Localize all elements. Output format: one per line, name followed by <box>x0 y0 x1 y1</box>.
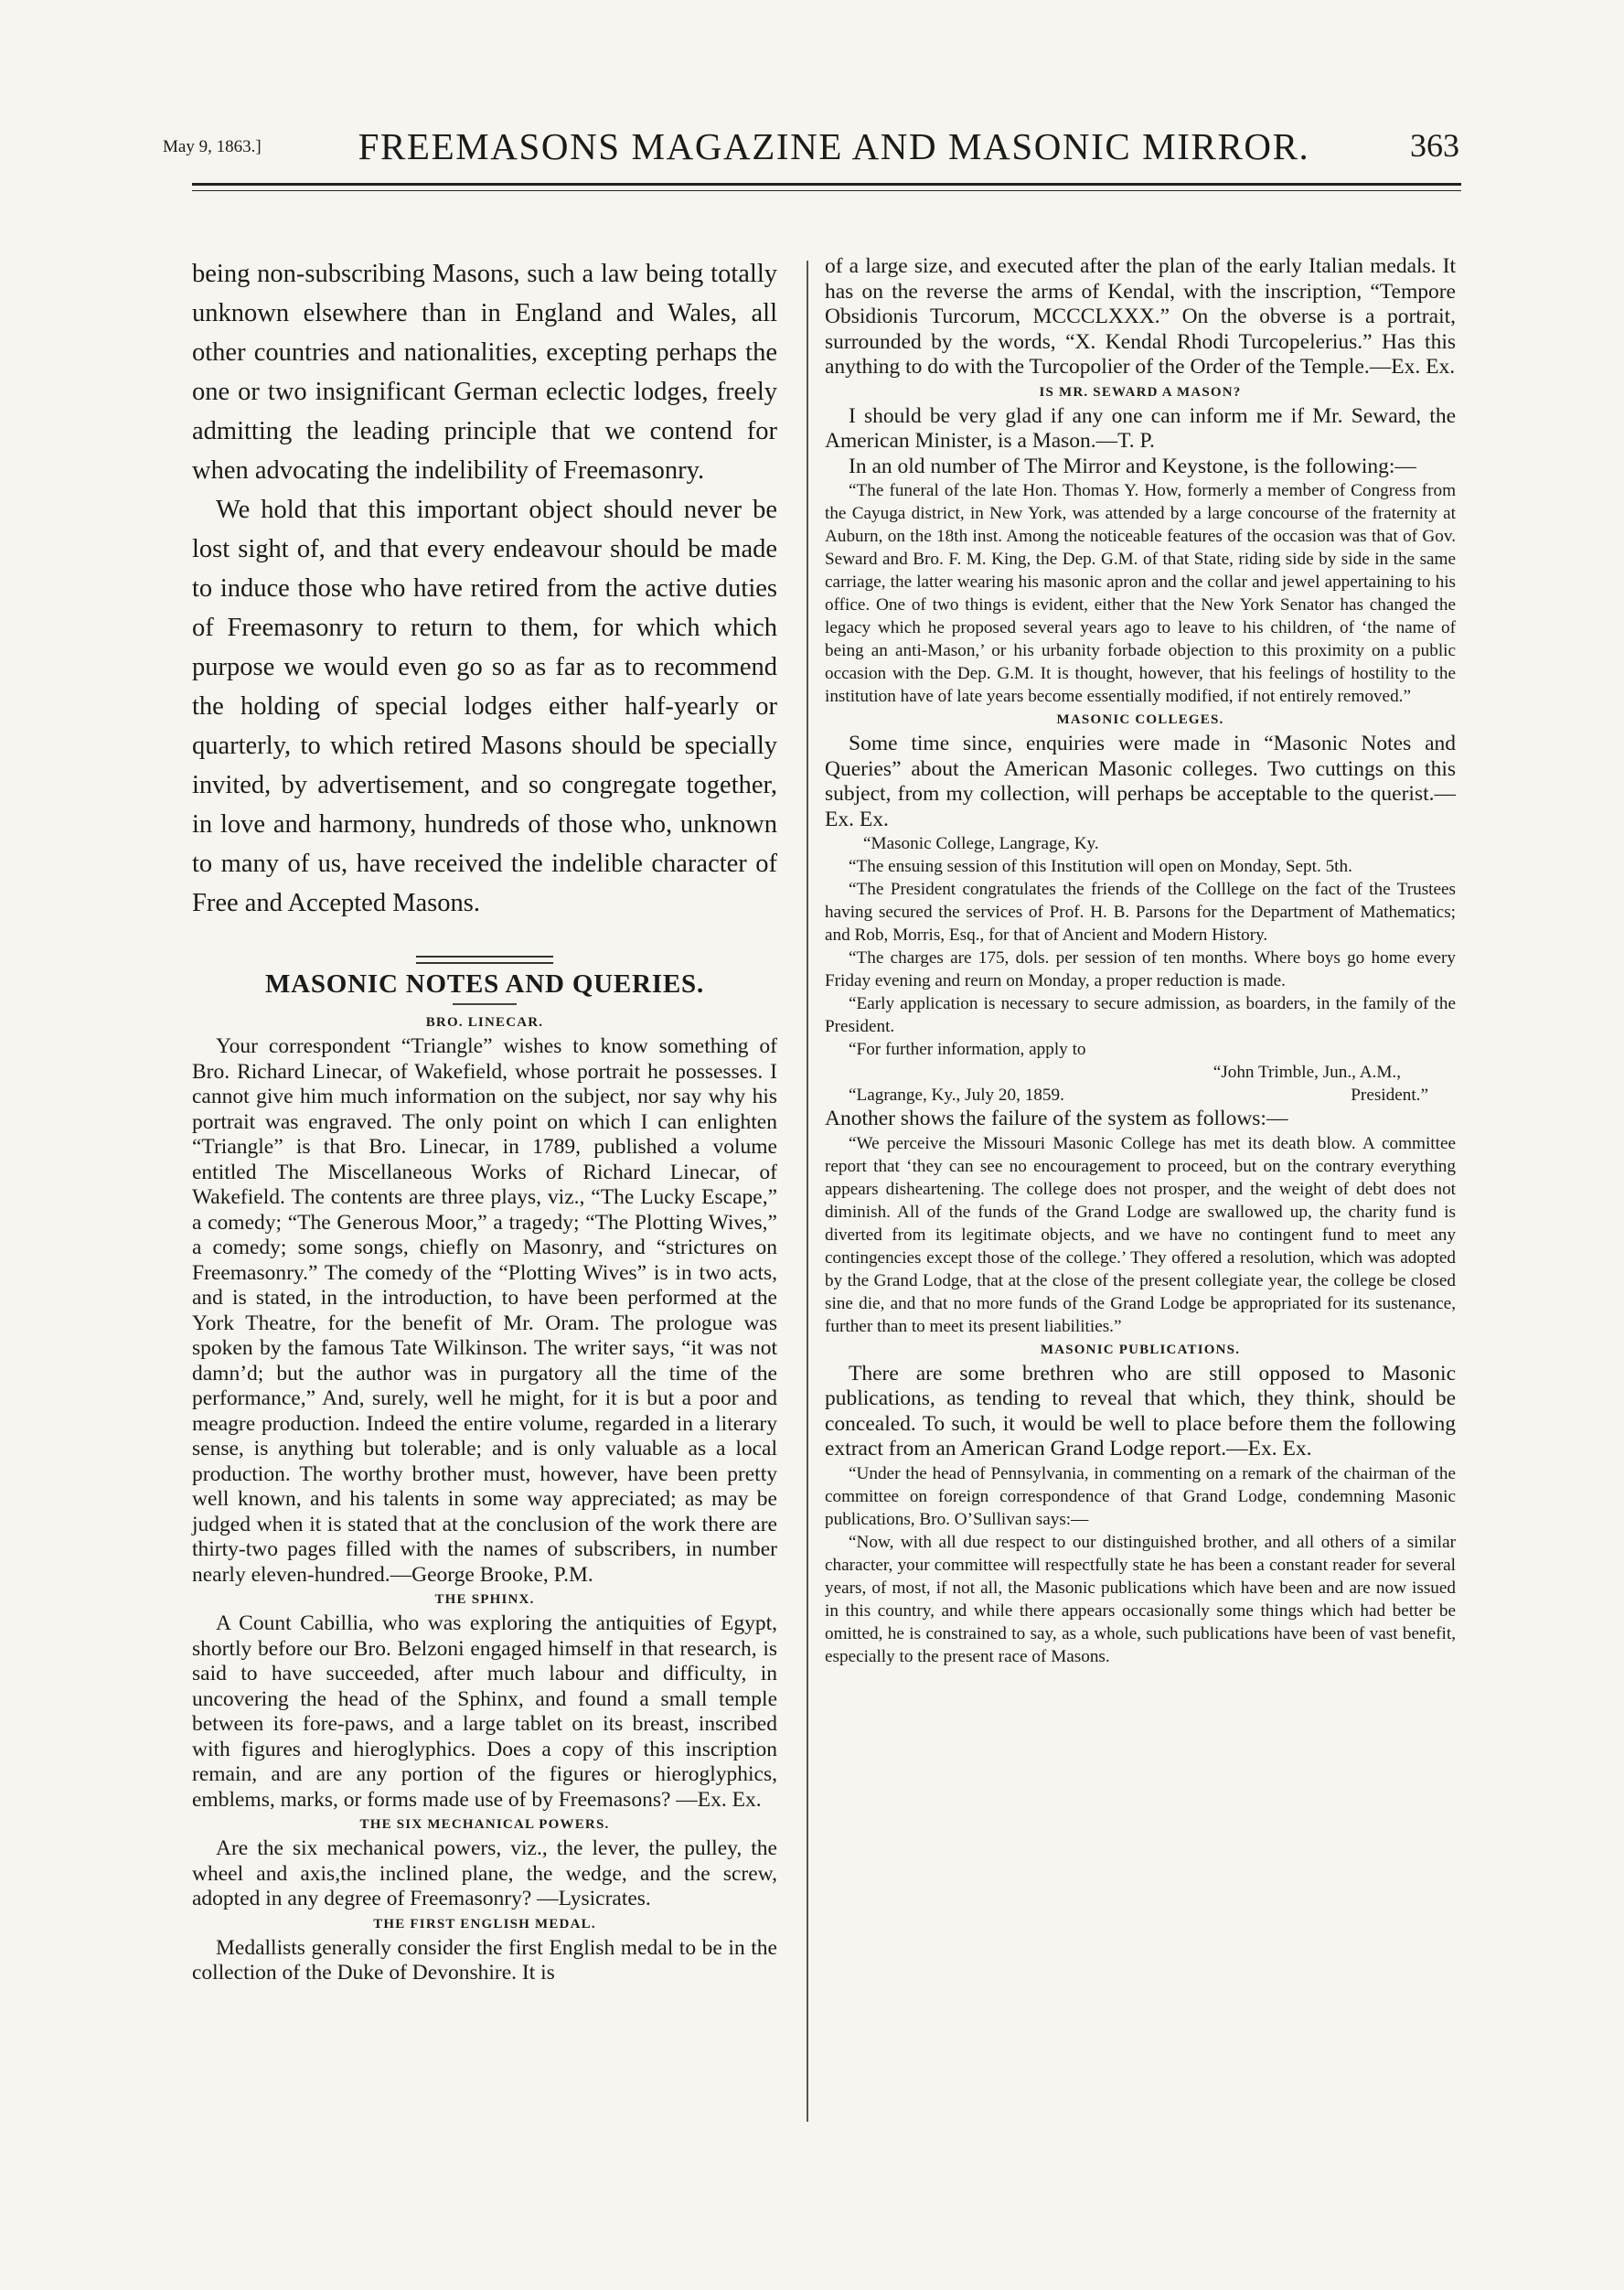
page-number: 363 <box>1410 127 1459 164</box>
sphinx-heading: THE SPHINX. <box>434 1592 535 1607</box>
medal-note: Medallists generally consider the first English medal to be in the collection of the Duke of Devonshire. It is <box>192 1935 777 1985</box>
linecar-heading: BRO. LINECAR. <box>425 1015 544 1030</box>
failure-quote: “We perceive the Missouri Masonic College has met its death blow. A committee report that ‘they can see no encouragement to proceed, but on the contrary everything appears disheartening. The college does not prosper, and the weight of debt does not diminish. All of the funds of the Grand Lodge are swallowed up, the charity fund is diverted from its legitimate objects, and we have no contingent fund to meet any contingencies except those of the college.’ They offered a resolution, which was adopted by the Grand Lodge, that at the close of the present collegiate year, the college be closed sine die, and that no more funds of the Grand Lodge be appropriated for its sustenance, further than to meet its present liabilities.” <box>825 1133 1456 1336</box>
right-column <box>825 254 1456 1668</box>
failure-intro: Another shows the failure of the system as follows:— <box>825 1107 1288 1130</box>
page-header <box>163 117 1459 172</box>
college-title: “Masonic College, Langrage, Ky. <box>863 834 1099 853</box>
left-column <box>192 254 777 1986</box>
sphinx-note: A Count Cabillia, who was exploring the antiquities of Egypt, shortly before our Bro. Belzoni engaged himself in that research, is said to have succeeded, after much labour and difficulty, in uncovering the head of the Sphinx, and found a small temple between its fore-paws, and a large tablet on its breast, inscribed with figures and hieroglyphics. Does a copy of this inscription remain, and are any portion of the figures or hieroglyphics, emblems, marks, or forms made use of by Freemasons? —Ex. Ex. <box>192 1611 777 1812</box>
magazine-title: FREEMASONS MAGAZINE AND MASONIC MIRROR. <box>358 125 1310 167</box>
college-quote-charges: “The charges are 175, dols. per session of ten months. Where boys go home every Friday evening and reurn on Monday, a proper reduction is made. <box>825 948 1456 990</box>
colleges-note: Some time since, enquiries were made in “Masonic Notes and Queries” about the American Masonic colleges. Two cuttings on this subject, from my collection, will perhaps be acceptable to the querist.—Ex. Ex. <box>825 732 1456 831</box>
signature-role: President.” <box>1351 1086 1428 1105</box>
signature-name: “John Trimble, Jun., A.M., <box>1213 1063 1401 1082</box>
college-quote-session: “The ensuing session of this Institution will open on Monday, Sept. 5th. <box>849 857 1352 876</box>
publications-quote-remark: “Under the head of Pennsylvania, in commenting on a remark of the chairman of the committee on foreign correspondence of that Grand Lodge, condemning Masonic publications, Bro. O’Sullivan says:— <box>825 1463 1456 1529</box>
seward-query: I should be very glad if any one can inform me if Mr. Seward, the American Minister, is a Mason.—T. P. <box>825 403 1456 453</box>
college-quote-president: “The President congratulates the friends of the Colllege on the fact of the Trustees having secured the services of Prof. H. B. Parsons for the Department of Mathematics; and Rob, Morris, Esq., for that of Ancient and Modern History. <box>825 880 1456 945</box>
publications-note: There are some brethren who are still opposed to Masonic publications, as tending to reveal that which, they think, should be concealed. To such, it would be well to place before them the following extract from an American Grand Lodge report.—Ex. Ex. <box>825 1361 1456 1461</box>
publications-quote-response: “Now, with all due respect to our distinguished brother, and all others of a similar character, your committee will respectfully state he has been a constant reader for several years, of most, if not all, the Masonic publications which have been and are now issued in this country, and while there appears occasionally some things which had better be omitted, he is constrained to say, as a whole, such publications have been of vast benefit, especially to the present race of Masons. <box>825 1532 1456 1666</box>
colleges-heading: MASONIC COLLEGES. <box>1056 712 1224 727</box>
powers-heading: THE SIX MECHANICAL POWERS. <box>359 1817 610 1832</box>
title-underline <box>453 1003 517 1005</box>
column-divider <box>807 261 808 2122</box>
header-rule-thin <box>192 190 1461 191</box>
medal-note-continued: of a large size, and executed after the plan of the early Italian medals. It has on the reverse the arms of Kendal, with the inscription, “Tempore Obsidionis Turcorum, MCCCLXXX.” On the obverse is a portrait, surrounded by the words, “X. Kendal Rhodi Turcopelerius.” Has this anything to do with the Turcopolier of the Order of the Temple.—Ex. Ex. <box>825 254 1456 379</box>
issue-date: May 9, 1863.] <box>163 137 262 156</box>
college-quote-application: “Early application is necessary to secure admission, as boarders, in the family of the President. <box>825 994 1456 1036</box>
header-rule-thick <box>192 183 1461 186</box>
mirror-intro: In an old number of The Mirror and Keystone, is the following:— <box>849 454 1416 478</box>
powers-note: Are the six mechanical powers, viz., the lever, the pulley, the wheel and axis,the inclined plane, the wedge, and the screw, adopted in any degree of Freemasonry? —Lysicrates. <box>192 1836 777 1910</box>
signature-place: “Lagrange, Ky., July 20, 1859. <box>849 1086 1064 1105</box>
section-title: MASONIC NOTES AND QUERIES. <box>264 969 705 999</box>
seward-heading: IS MR. SEWARD A MASON? <box>1039 384 1242 400</box>
signature-line <box>825 1084 1456 1107</box>
publications-heading: MASONIC PUBLICATIONS. <box>1040 1342 1241 1357</box>
linecar-note: Your correspondent “Triangle” wishes to know something of Bro. Richard Linecar, of Wakefield, whose portrait he possesses. I cannot give him much information on the subject, nor say why his portrait was engraved. The only point on which I can enlighten “Triangle” is that Bro. Linecar, in 1789, published a volume entitled The Miscellaneous Works of Richard Linecar, of Wakefield. The contents are three plays, viz., “The Lucky Escape,” a comedy; “The Generous Moor,” a tragedy; “The Plotting Wives,” a comedy; some songs, chiefly on Masonry, and “strictures on Freemasonry.” The comedy of the “Plotting Wives” is in two acts, and is stated, in the introduction, to have been performed at the York Theatre, for the benefit of Mr. Oram. The prologue was spoken by the famous Tate Wilkinson. The writer says, “it was not damn’d; but the author was in purgatory all the time of the performance,” And, surely, well he might, for it is but a poor and meagre production. Indeed the entire volume, regarded in a literary sense, is anything but tolerable; and is only valuable as a local production. The worthy brother must, however, have been pretty well known, and his talents in some way appreciated; as may be judged when it is stated that at the conclusion of the work there are thirty-two pages filled with the names of subscribers, in number nearly eleven-hundred.—George Brooke, P.M. <box>192 1034 777 1587</box>
section-divider <box>416 956 553 964</box>
retired-masons-paragraph: We hold that this important object should never be lost sight of, and that every endeavour should be made to induce those who have retired from the active duties of Freemasonry to return to them, for which which purpose we would even go so as far as to recommend the holding of special lodges either half-yearly or quarterly, to which retired Masons should be specially invited, by advertisement, and so congregate together, in love and harmony, hundreds of those who, unknown to many of us, have received the indelible character of Free and Accepted Masons. <box>192 496 777 917</box>
funeral-quote: “The funeral of the late Hon. Thomas Y. How, formerly a member of Congress from the Cayuga district, in New York, was attended by a large concourse of the fraternity at Auburn, on the 18th inst. Among the noticeable features of the occasion was that of Gov. Seward and Bro. F. M. King, the Dep. G.M. of that State, riding side by side in the same carriage, the latter wearing his masonic apron and the collar and jewel appertaining to his office. One of two things is evident, either that the New York Senator has changed the legacy which he proposed several years ago to leave to his children, of ‘the name of being an anti-Mason,’ or his urbanity forbade objection to this proximity on a public occasion with the Dep. G.M. It is thought, however, that his feelings of hostility to the institution have of late years become essentially modified, if not entirely removed.” <box>825 481 1456 706</box>
medal-heading: THE FIRST ENGLISH MEDAL. <box>373 1916 596 1932</box>
indelibility-paragraph: being non-subscribing Masons, such a law being totally unknown elsewhere than in England and Wales, all other countries and nationalities, excepting perhaps the one or two insignificant German eclectic lodges, freely admitting the leading principle that we contend for when advocating the indelibility of Freemasonry. <box>192 260 777 485</box>
college-quote-information: “For further information, apply to <box>849 1040 1086 1059</box>
